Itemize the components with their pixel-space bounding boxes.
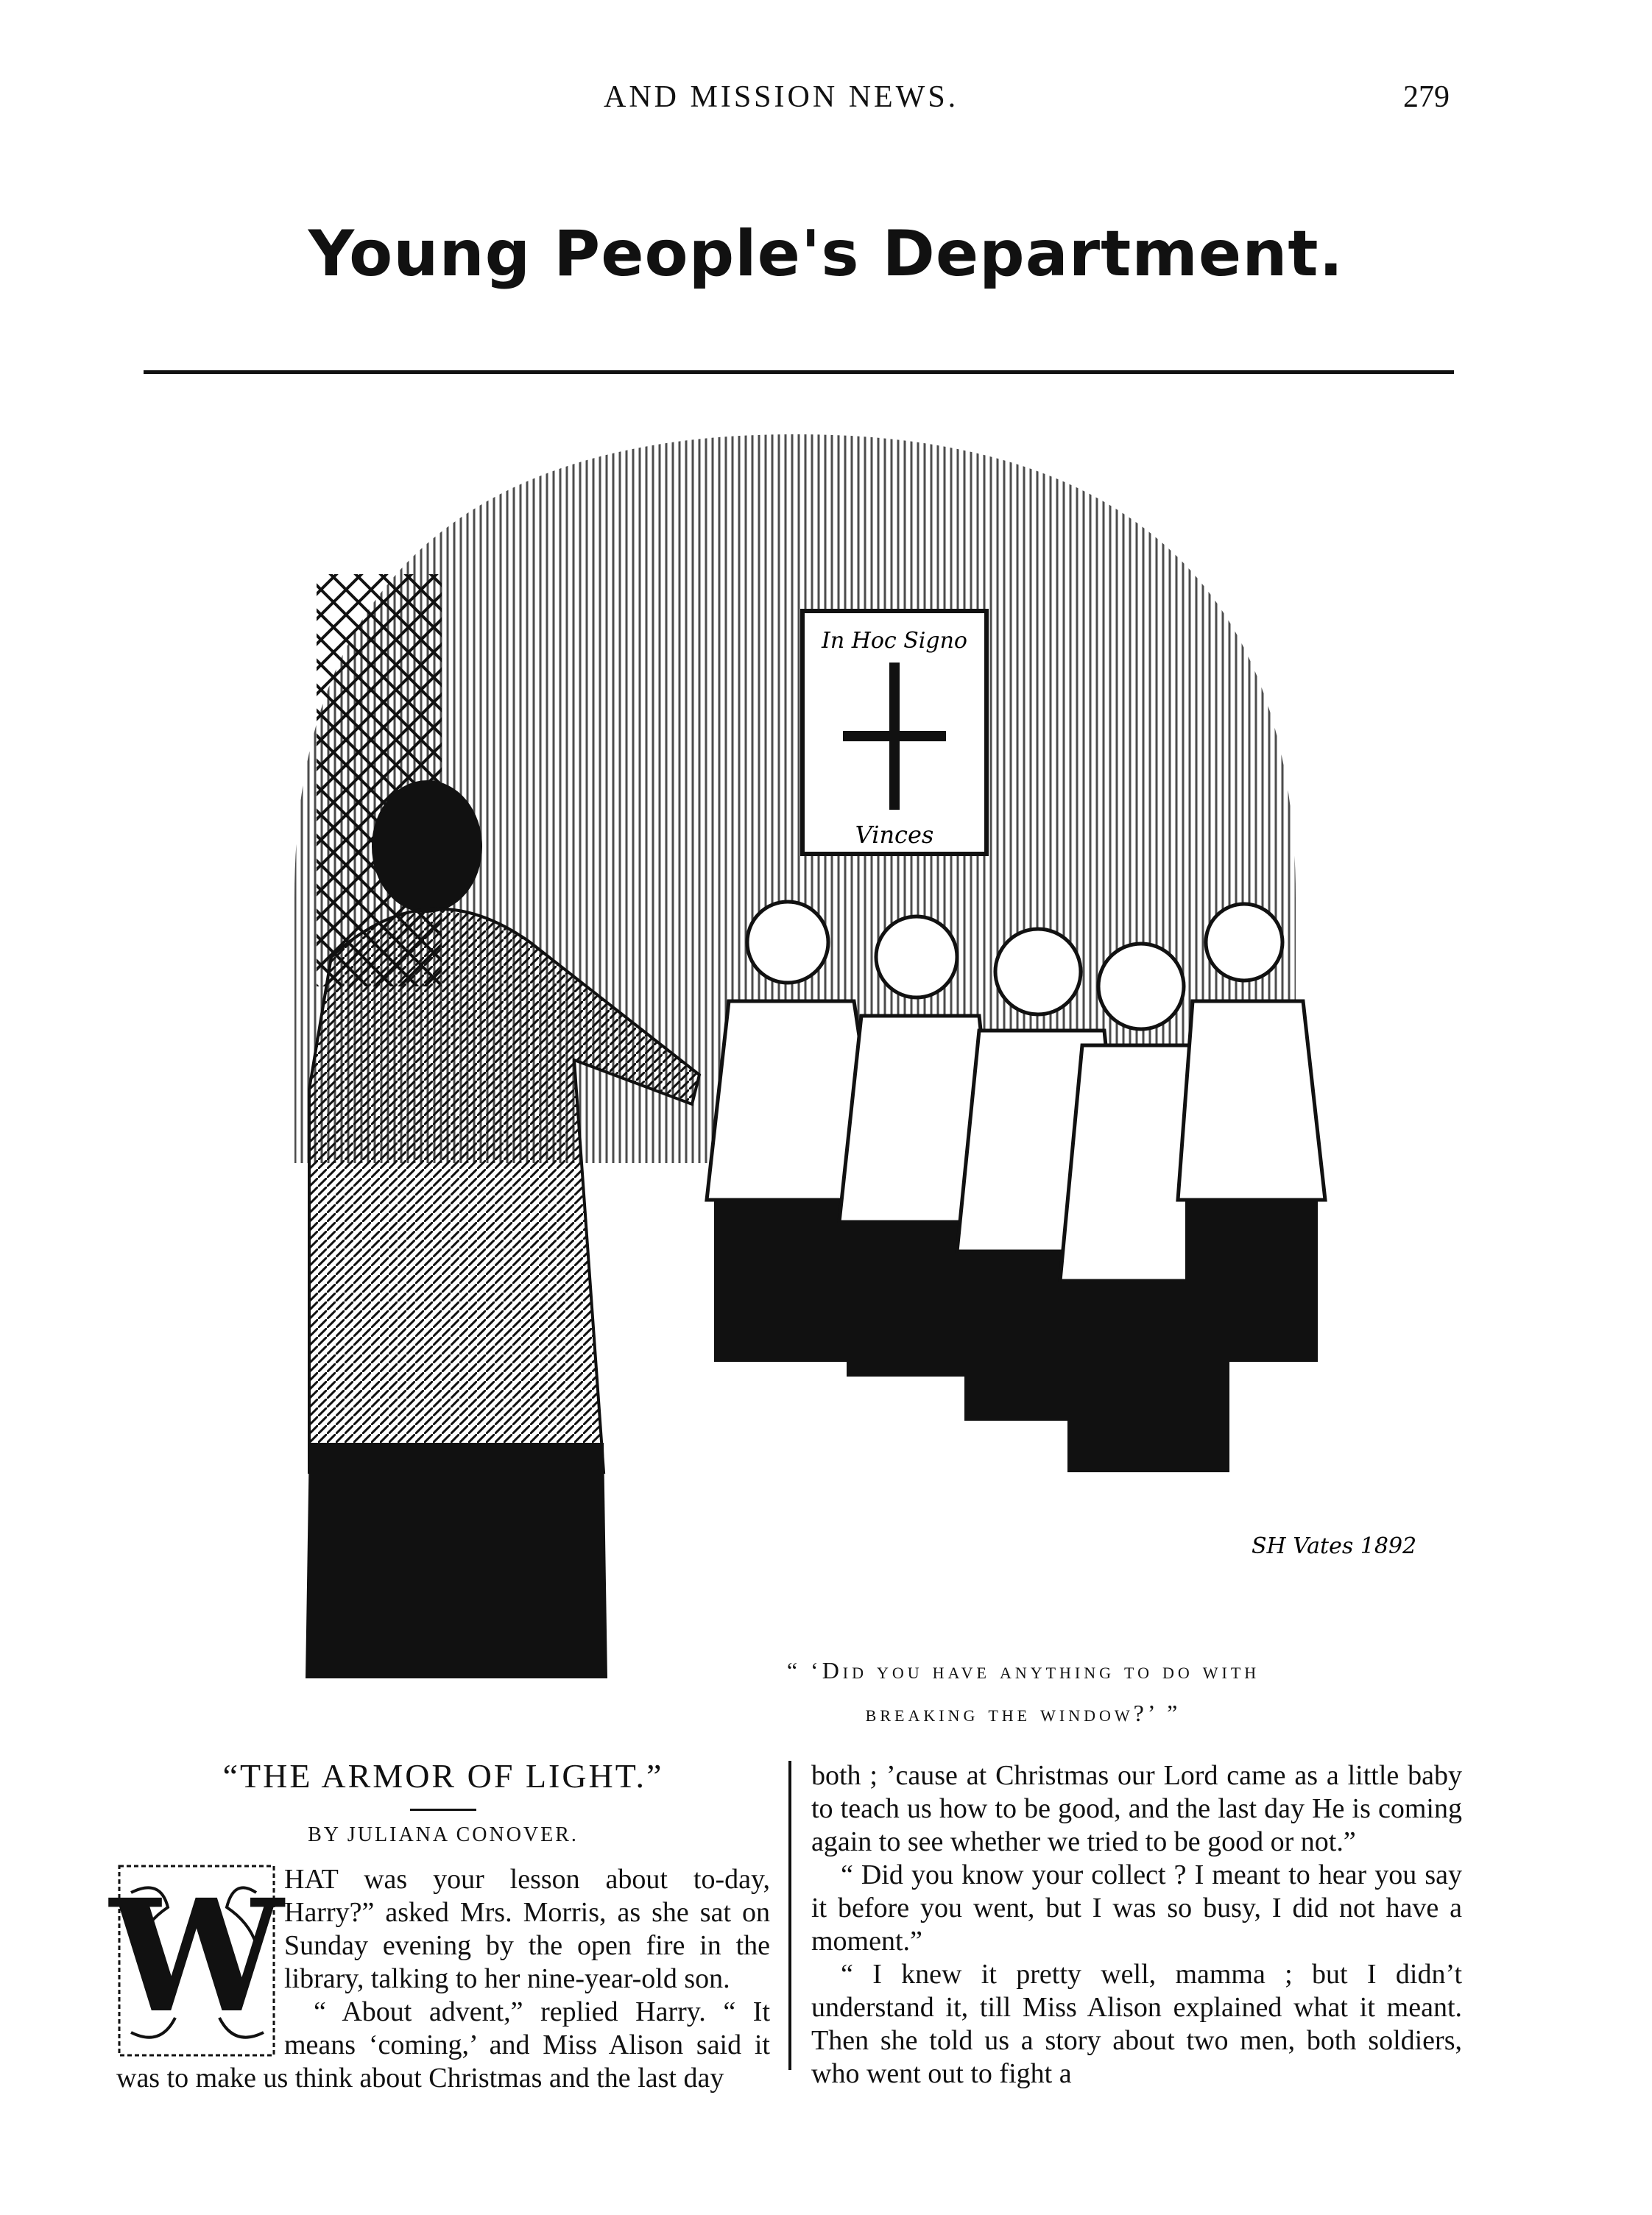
drop-cap-ornament bbox=[110, 1863, 283, 2058]
header-rule bbox=[144, 370, 1454, 374]
page-number: 279 bbox=[1403, 80, 1450, 114]
right-column bbox=[811, 1759, 1462, 2091]
story-title: “THE ARMOR OF LIGHT.” bbox=[222, 1757, 664, 1795]
caption-line-2: breaking the window?’ ” bbox=[865, 1700, 1182, 1726]
illustration-caption bbox=[721, 1649, 1325, 1734]
right-paragraph-3: “ I knew it pretty well, mamma ; but I didn’t understand it, till Miss Alison explained what it meant. Then she told us a story about two men, both soldiers, who went out to fight a bbox=[811, 1959, 1462, 2089]
left-paragraph-1: HAT was your lesson about to-day, Harry?” asked Mrs. Morris, as she sat on Sunday evening by the open fire in the library, talking to her nine-year-old son. bbox=[284, 1864, 770, 1994]
choir-illustration bbox=[221, 427, 1417, 1752]
left-column bbox=[110, 1757, 770, 2095]
column-divider bbox=[788, 1761, 791, 2070]
byline: BY JULIANA CONOVER. bbox=[308, 1823, 579, 1846]
banner-text-top: In Hoc Signo bbox=[821, 628, 968, 654]
section-title: Young People's Department. bbox=[308, 217, 1344, 291]
right-paragraph-1: both ; ’cause at Christmas our Lord came as a little baby to teach us how to be good, and the last day He is coming again to see whether we tried to be good or not.” bbox=[811, 1760, 1462, 1857]
drop-cap-letter: W bbox=[110, 1865, 283, 2047]
banner-text-bottom: Vinces bbox=[855, 821, 934, 849]
right-paragraph-2: “ Did you know your collect ? I meant to hear you say it before you went, but I was so busy, I did not have a moment.” bbox=[811, 1859, 1462, 1957]
left-paragraph-2: “ About advent,” replied Harry. “ It means ‘coming,’ and Miss Alison said it was to make us think about Christmas and the last day bbox=[116, 1996, 770, 2094]
artist-signature: SH Vates 1892 bbox=[1252, 1533, 1417, 1559]
caption-line-1: “ ‘Did you have anything to do with bbox=[786, 1657, 1260, 1684]
running-head: AND MISSION NEWS. bbox=[604, 80, 959, 114]
title-rule bbox=[410, 1809, 476, 1811]
banner bbox=[802, 611, 986, 854]
